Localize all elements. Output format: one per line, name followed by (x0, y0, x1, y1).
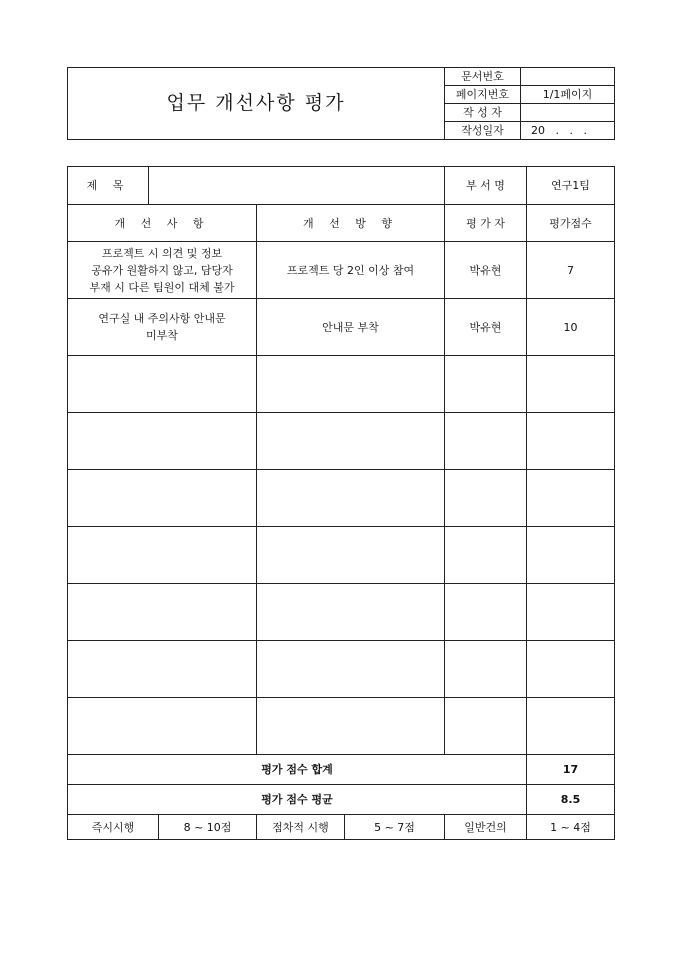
issue-cell[interactable] (68, 413, 257, 470)
table-row (68, 242, 615, 299)
score-cell[interactable] (527, 527, 615, 584)
issue-cell[interactable] (68, 527, 257, 584)
issue-cell[interactable]: 프로젝트 시 의견 및 정보 공유가 원활하지 않고, 담당자 부재 시 다른 팀원이 대체 불가 (68, 242, 257, 299)
subject-label: 제 목 (68, 167, 149, 205)
legend-gradual-label: 점차적 시행 (257, 815, 345, 840)
department-label: 부 서 명 (445, 167, 527, 205)
direction-cell[interactable] (257, 584, 445, 641)
legend-general-label: 일반건의 (445, 815, 527, 840)
evaluation-table (67, 166, 615, 840)
score-cell[interactable] (527, 413, 615, 470)
date-value[interactable]: 20 . . . (521, 122, 615, 140)
evaluator-cell[interactable] (445, 356, 527, 413)
subject-row (68, 167, 615, 205)
page-number-label: 페이지번호 (445, 86, 521, 104)
evaluator-cell[interactable] (445, 470, 527, 527)
score-cell[interactable] (527, 470, 615, 527)
column-header-row (68, 205, 615, 242)
legend-gradual-range: 5 ~ 7점 (345, 815, 445, 840)
subject-value[interactable] (149, 167, 445, 205)
column-header-evaluator: 평 가 자 (445, 205, 527, 242)
document-header (67, 67, 615, 140)
column-header-direction: 개 선 방 향 (257, 205, 445, 242)
score-cell[interactable]: 10 (527, 299, 615, 356)
evaluator-cell[interactable] (445, 527, 527, 584)
issue-cell[interactable] (68, 584, 257, 641)
total-value: 17 (527, 755, 615, 785)
evaluator-cell[interactable] (445, 641, 527, 698)
date-label: 작성일자 (445, 122, 521, 140)
column-header-issue: 개 선 사 항 (68, 205, 257, 242)
score-cell[interactable] (527, 356, 615, 413)
score-legend-row (68, 815, 615, 840)
average-label: 평가 점수 평균 (68, 785, 527, 815)
average-row (68, 785, 615, 815)
legend-immediate-label: 즉시시행 (68, 815, 159, 840)
legend-immediate-range: 8 ~ 10점 (159, 815, 257, 840)
page-number-value: 1/1페이지 (521, 86, 615, 104)
direction-cell[interactable] (257, 470, 445, 527)
score-cell[interactable] (527, 641, 615, 698)
evaluator-cell[interactable] (445, 413, 527, 470)
score-cell[interactable] (527, 698, 615, 755)
issue-cell[interactable] (68, 698, 257, 755)
direction-cell[interactable] (257, 356, 445, 413)
table-row (68, 356, 615, 413)
table-row (68, 527, 615, 584)
issue-cell[interactable] (68, 470, 257, 527)
department-value[interactable]: 연구1팀 (527, 167, 615, 205)
score-cell[interactable]: 7 (527, 242, 615, 299)
table-row (68, 413, 615, 470)
issue-cell[interactable] (68, 641, 257, 698)
legend-general-range: 1 ~ 4점 (527, 815, 615, 840)
evaluator-cell[interactable]: 박유현 (445, 242, 527, 299)
direction-cell[interactable] (257, 413, 445, 470)
table-row (68, 641, 615, 698)
author-label: 작 성 자 (445, 104, 521, 122)
author-value[interactable] (521, 104, 615, 122)
evaluator-cell[interactable] (445, 584, 527, 641)
score-cell[interactable] (527, 584, 615, 641)
total-label: 평가 점수 합계 (68, 755, 527, 785)
doc-number-value[interactable] (521, 68, 615, 86)
direction-cell[interactable]: 프로젝트 당 2인 이상 참여 (257, 242, 445, 299)
direction-cell[interactable] (257, 527, 445, 584)
issue-cell[interactable] (68, 356, 257, 413)
average-value: 8.5 (527, 785, 615, 815)
direction-cell[interactable]: 안내문 부착 (257, 299, 445, 356)
issue-cell[interactable]: 연구실 내 주의사항 안내문 미부착 (68, 299, 257, 356)
direction-cell[interactable] (257, 641, 445, 698)
doc-number-label: 문서번호 (445, 68, 521, 86)
total-row (68, 755, 615, 785)
evaluator-cell[interactable]: 박유현 (445, 299, 527, 356)
table-row (68, 299, 615, 356)
table-row (68, 584, 615, 641)
document-title: 업무 개선사항 평가 (68, 68, 445, 140)
table-row (68, 470, 615, 527)
evaluator-cell[interactable] (445, 698, 527, 755)
column-header-score: 평가점수 (527, 205, 615, 242)
table-row (68, 698, 615, 755)
direction-cell[interactable] (257, 698, 445, 755)
